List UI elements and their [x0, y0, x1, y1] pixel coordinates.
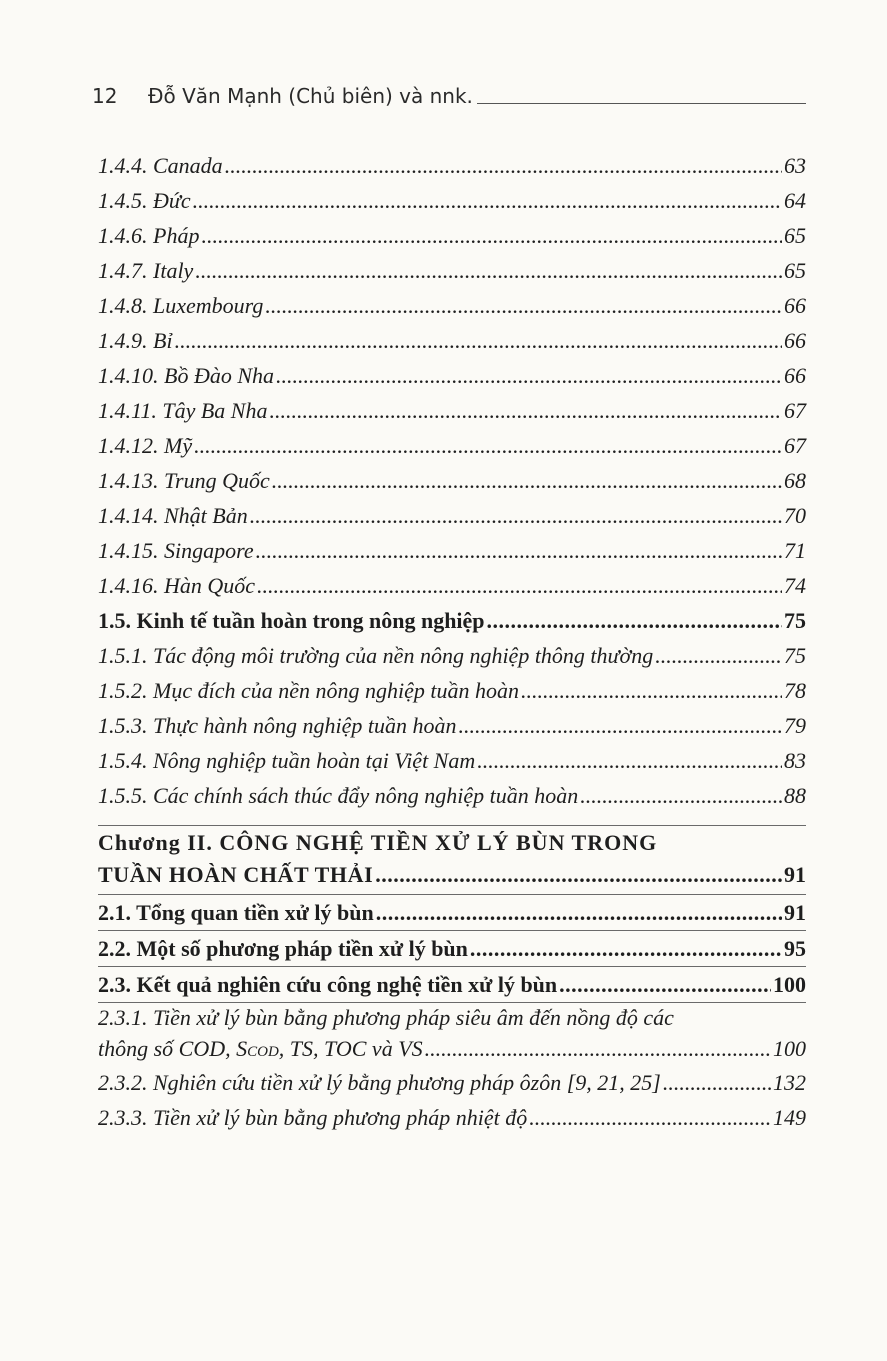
leader-dots: [272, 463, 782, 498]
toc-entry[interactable]: [98, 463, 806, 498]
leader-dots: [470, 931, 782, 966]
toc-entry-page: 63: [784, 153, 806, 178]
toc-entry[interactable]: [98, 638, 806, 673]
toc-entry-page: 132: [773, 1070, 806, 1095]
leader-dots: [655, 638, 782, 673]
leader-dots: [225, 148, 782, 183]
table-of-contents: [98, 148, 806, 1135]
toc-entry[interactable]: [98, 708, 806, 743]
toc-entry[interactable]: [98, 498, 806, 533]
leader-dots: [269, 393, 782, 428]
toc-entry-label: 1.4.14. Nhật Bản: [98, 503, 248, 528]
toc-entry-2-3-1[interactable]: [98, 1002, 806, 1065]
toc-entry-page: 88: [784, 783, 806, 808]
toc-entry-page: 67: [784, 433, 806, 458]
leader-dots: [195, 253, 782, 288]
toc-entry-label: 1.4.5. Đức: [98, 188, 191, 213]
toc-entry[interactable]: [98, 183, 806, 218]
toc-entry[interactable]: [98, 1100, 806, 1135]
page-number: 12: [92, 84, 118, 108]
toc-section-1-5[interactable]: [98, 603, 806, 638]
running-title: Đỗ Văn Mạnh (Chủ biên) và nnk.: [148, 84, 473, 108]
leader-dots: [193, 183, 782, 218]
leader-dots: [477, 743, 782, 778]
toc-entry[interactable]: [98, 358, 806, 393]
toc-entry[interactable]: [98, 930, 806, 966]
toc-entry-label: 2.2. Một số phương pháp tiền xử lý bùn: [98, 936, 468, 961]
leader-dots: [425, 1033, 771, 1065]
leader-dots: [201, 218, 782, 253]
toc-entry-label: 1.4.16. Hàn Quốc: [98, 573, 256, 598]
toc-entry[interactable]: [98, 533, 806, 568]
toc-entry-page: 91: [784, 900, 806, 925]
toc-entry-label: 2.3.2. Nghiên cứu tiền xử lý bằng phương pháp ôzôn [9, 21, 25]: [98, 1070, 661, 1095]
entry-line-1: 2.3.1. Tiền xử lý bùn bằng phương pháp siêu âm đến nồng độ các: [98, 1005, 674, 1030]
toc-entry-label: 1.4.10. Bồ Đào Nha: [98, 363, 274, 388]
leader-dots: [459, 708, 783, 743]
toc-entry-page: 78: [784, 678, 806, 703]
toc-entry-label: 1.4.11. Tây Ba Nha: [98, 398, 268, 423]
toc-entry-label: 1.5.5. Các chính sách thúc đẩy nông nghiệp tuần hoàn: [98, 783, 579, 808]
leader-dots: [376, 895, 782, 930]
leader-dots: [580, 778, 782, 813]
entry-line-2: thông số COD, SCOD, TS, TOC và VS: [98, 1036, 423, 1061]
toc-entry[interactable]: [98, 288, 806, 323]
toc-entry-label: 1.4.6. Pháp: [98, 223, 200, 248]
toc-sections-2: [98, 894, 806, 1002]
header-rule: [477, 103, 806, 104]
toc-entry-page: 95: [784, 936, 806, 961]
toc-chapter-2[interactable]: [98, 825, 806, 894]
toc-entry-page: 75: [784, 643, 806, 668]
toc-entry-label: 1.4.7. Italy: [98, 258, 194, 283]
toc-entry[interactable]: [98, 743, 806, 778]
toc-entry[interactable]: [98, 568, 806, 603]
toc-entry-page: 66: [784, 363, 806, 388]
toc-entry-label: 1.4.8. Luxembourg: [98, 293, 264, 318]
toc-entry-page: 100: [773, 972, 806, 997]
chapter-title-line-1: Chương II. CÔNG NGHỆ TIỀN XỬ LÝ BÙN TRONG: [98, 830, 658, 855]
leader-dots: [250, 498, 782, 533]
toc-entry-page: 66: [784, 328, 806, 353]
leader-dots: [265, 288, 782, 323]
toc-entry-label: 1.4.9. Bỉ: [98, 328, 173, 353]
toc-entry[interactable]: [98, 218, 806, 253]
toc-entry-label: 1.4.15. Singapore: [98, 538, 254, 563]
toc-entry-label: 2.3.3. Tiền xử lý bùn bằng phương pháp nhiệt độ: [98, 1105, 528, 1130]
leader-dots: [663, 1065, 771, 1100]
leader-dots: [257, 568, 782, 603]
toc-entry-label: 1.5.3. Thực hành nông nghiệp tuần hoàn: [98, 713, 457, 738]
leader-dots: [529, 1100, 771, 1135]
toc-entry[interactable]: [98, 428, 806, 463]
toc-entry-label: 1.4.13. Trung Quốc: [98, 468, 270, 493]
toc-list-2-3: [98, 1065, 806, 1135]
toc-entry[interactable]: [98, 894, 806, 930]
leader-dots: [256, 533, 782, 568]
leader-dots: [194, 428, 782, 463]
toc-entry-label: 1.5.2. Mục đích của nền nông nghiệp tuần hoàn: [98, 678, 519, 703]
toc-entry-label: 1.4.4. Canada: [98, 153, 223, 178]
chapter-title-line-2: TUẦN HOÀN CHẤT THẢI: [98, 862, 374, 887]
toc-entry-page: 83: [784, 748, 806, 773]
toc-entry-label: 2.3. Kết quả nghiên cứu công nghệ tiền xử lý bùn: [98, 972, 558, 997]
toc-entry[interactable]: [98, 778, 806, 813]
toc-entry-label: 2.1. Tổng quan tiền xử lý bùn: [98, 900, 374, 925]
toc-entry[interactable]: [98, 253, 806, 288]
subscript-cod: COD: [247, 1044, 279, 1060]
leader-dots: [487, 603, 782, 638]
toc-list-1-4: [98, 148, 806, 603]
toc-entry-page: 91: [784, 862, 806, 887]
toc-entry-page: 65: [784, 258, 806, 283]
toc-entry-page: 64: [784, 188, 806, 213]
toc-entry[interactable]: [98, 148, 806, 183]
toc-list-1-5: [98, 638, 806, 813]
toc-entry[interactable]: [98, 673, 806, 708]
toc-entry-page: 75: [784, 608, 806, 633]
toc-entry-page: 70: [784, 503, 806, 528]
leader-dots: [276, 358, 782, 393]
toc-entry[interactable]: [98, 1065, 806, 1100]
toc-entry-page: 67: [784, 398, 806, 423]
toc-entry-page: 65: [784, 223, 806, 248]
toc-entry-page: 71: [784, 538, 806, 563]
toc-entry[interactable]: [98, 323, 806, 358]
toc-entry-page: 74: [784, 573, 806, 598]
toc-entry[interactable]: [98, 393, 806, 428]
toc-entry-page: 100: [773, 1036, 806, 1061]
leader-dots: [521, 673, 782, 708]
toc-entry-label: 1.5.4. Nông nghiệp tuần hoàn tại Việt Nam: [98, 748, 476, 773]
toc-entry-page: 79: [784, 713, 806, 738]
leader-dots: [375, 859, 782, 891]
running-header: [92, 84, 806, 108]
toc-entry-page: 68: [784, 468, 806, 493]
toc-entry-label: 1.4.12. Mỹ: [98, 433, 193, 458]
toc-entry-label: 1.5. Kinh tế tuần hoàn trong nông nghiệp: [98, 608, 485, 633]
toc-entry-page: 149: [773, 1105, 806, 1130]
leader-dots: [559, 967, 771, 1002]
toc-entry[interactable]: [98, 966, 806, 1002]
toc-entry-page: 66: [784, 293, 806, 318]
leader-dots: [175, 323, 782, 358]
toc-entry-label: 1.5.1. Tác động môi trường của nền nông nghiệp thông thường: [98, 643, 654, 668]
